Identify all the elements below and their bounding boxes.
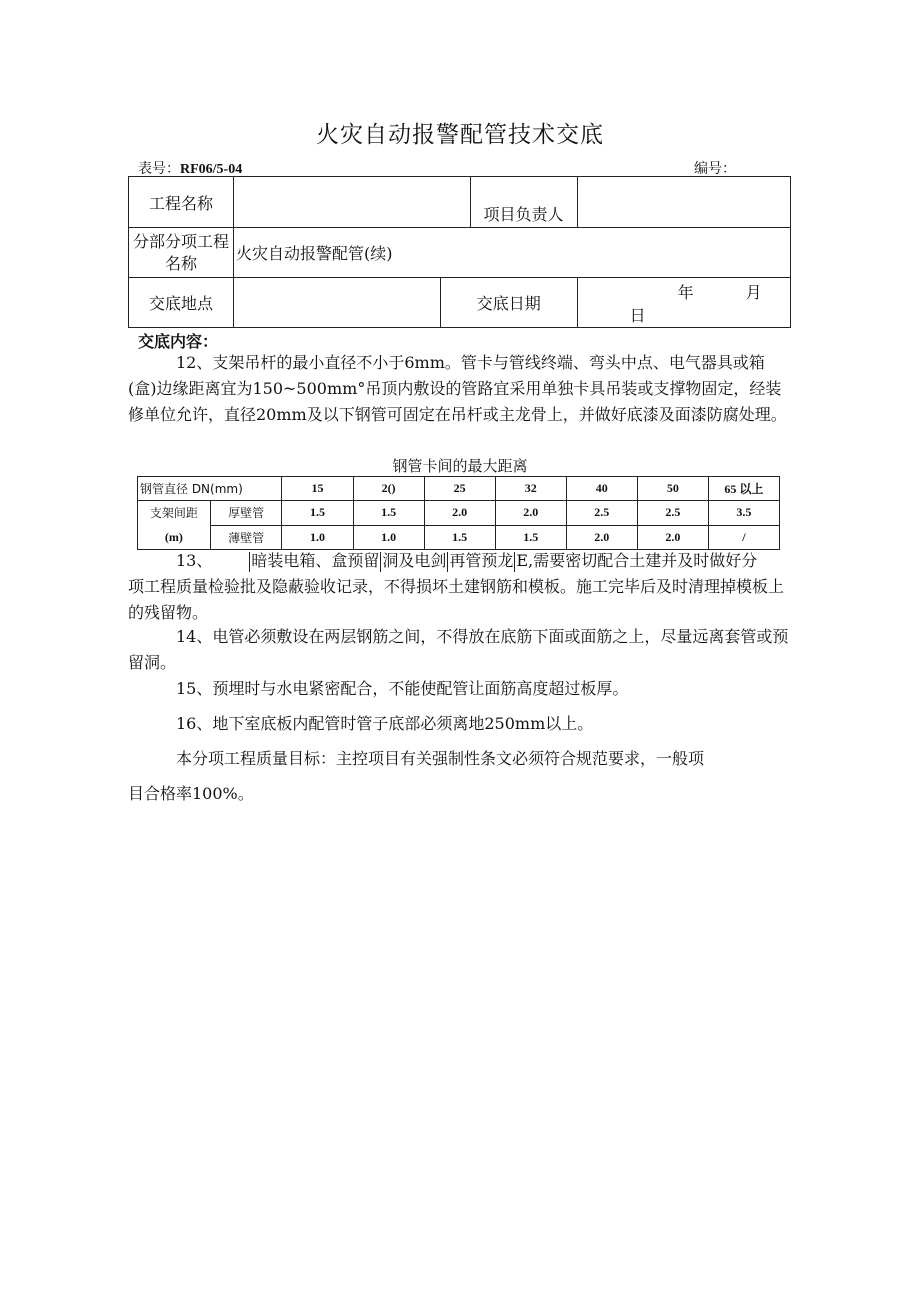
- paragraph-12-rest: (盒)边缘距离宜为150~500mm°吊顶内敷设的管路宜采用单独卡具吊装或支撑物固定，经装修单位允许，直径20mm及以下钢管可固定在吊杆或主龙骨上，并做好底漆及面漆防腐处理。: [128, 379, 787, 424]
- paragraph-16: 16、地下室底板内配管时管子底部必须离地250mm以上。: [176, 714, 594, 733]
- diameter-cell: 50: [637, 477, 708, 501]
- date-label: 交底日期: [441, 278, 578, 328]
- diameter-cell: 65 以上: [708, 477, 779, 501]
- table-caption: 钢管卡间的最大距离: [392, 457, 528, 475]
- paragraph-14: 14、电管必须敷设在两层钢筋之间，不得放在底筋下面或面筋之上，尽量远离套管或预留洞。: [128, 627, 789, 672]
- divider: [249, 552, 250, 572]
- diameter-cell: 2(): [353, 477, 424, 501]
- date-value[interactable]: [577, 278, 790, 328]
- thin-value: 1.5: [495, 525, 566, 550]
- quality-goal-line1: 本分项工程质量目标：主控项目有关强制性条文必须符合规范要求，一般项: [176, 749, 705, 768]
- project-name-value[interactable]: [234, 177, 471, 228]
- project-manager-value[interactable]: [577, 177, 790, 228]
- location-label: 交底地点: [129, 278, 234, 328]
- para13-part: 13、: [176, 551, 213, 570]
- location-value[interactable]: [234, 278, 441, 328]
- paragraph-13-rest: 项工程质量检验批及隐蔽验收记录，不得损坏土建钢筋和模板。施工完毕后及时清理掉模板上的残留物。: [128, 577, 785, 622]
- thin-value: 2.0: [637, 525, 708, 550]
- divider: [447, 552, 448, 572]
- para13-part: 暗装电箱、盒预留: [251, 551, 380, 570]
- project-name-label: 工程名称: [129, 177, 234, 228]
- thin-value: 2.0: [566, 525, 637, 550]
- page-title: 火灾自动报警配管技术交底: [316, 122, 604, 148]
- subitem-label: 分部分项工程名称: [129, 228, 234, 278]
- divider: [380, 552, 381, 572]
- divider: [514, 552, 515, 572]
- content-label: 交底内容：: [138, 332, 219, 351]
- thin-value: 1.0: [353, 525, 424, 550]
- subitem-value: 火灾自动报警配管(续): [234, 228, 791, 278]
- form-number-value: RF06/5-04: [180, 162, 243, 177]
- diameter-cell: 32: [495, 477, 566, 501]
- form-number: [138, 158, 242, 178]
- thick-value: 1.5: [353, 501, 424, 526]
- form-number-label: 表号：: [138, 161, 180, 177]
- thin-value: 1.0: [282, 525, 353, 550]
- header-table: [128, 176, 791, 328]
- thick-value: 1.5: [282, 501, 353, 526]
- thick-value: 2.5: [566, 501, 637, 526]
- thick-value: 2.5: [637, 501, 708, 526]
- thick-value: 2.0: [495, 501, 566, 526]
- thick-wall-label: 厚壁管: [210, 501, 282, 526]
- paragraph-15: 15、预埋时与水电紧密配合，不能使配管让面筋高度超过板厚。: [176, 679, 629, 698]
- serial-number-label: 编号：: [694, 161, 736, 177]
- thin-value: 1.5: [424, 525, 495, 550]
- para13-part: E,需要密切配合土建并及时做好分: [516, 551, 758, 570]
- spacing-label: 支架间距 (m): [138, 501, 211, 550]
- project-manager-label: 项目负责人: [470, 177, 577, 228]
- thin-wall-label: 薄壁管: [210, 525, 282, 550]
- thick-value: 3.5: [708, 501, 779, 526]
- quality-goal-line2: 目合格率100%。: [128, 784, 254, 803]
- para13-part: 再管预龙: [449, 551, 514, 570]
- diameter-header: 钢管直径 DN(mm): [138, 477, 282, 501]
- day-label: 日: [629, 305, 646, 325]
- paragraph-12-line1: 12、支架吊杆的最小直径不小于6mm。管卡与管线终端、弯头中点、电气器具或箱: [176, 353, 765, 372]
- year-label: 年: [677, 282, 694, 302]
- paragraph-13-line1: [128, 548, 757, 574]
- month-label: 月: [745, 282, 762, 302]
- diameter-cell: 25: [424, 477, 495, 501]
- para13-part: 洞及电剑: [382, 551, 447, 570]
- thin-value: /: [708, 525, 779, 550]
- thick-value: 2.0: [424, 501, 495, 526]
- diameter-cell: 15: [282, 477, 353, 501]
- diameter-cell: 40: [566, 477, 637, 501]
- pipe-spacing-table: [137, 476, 780, 550]
